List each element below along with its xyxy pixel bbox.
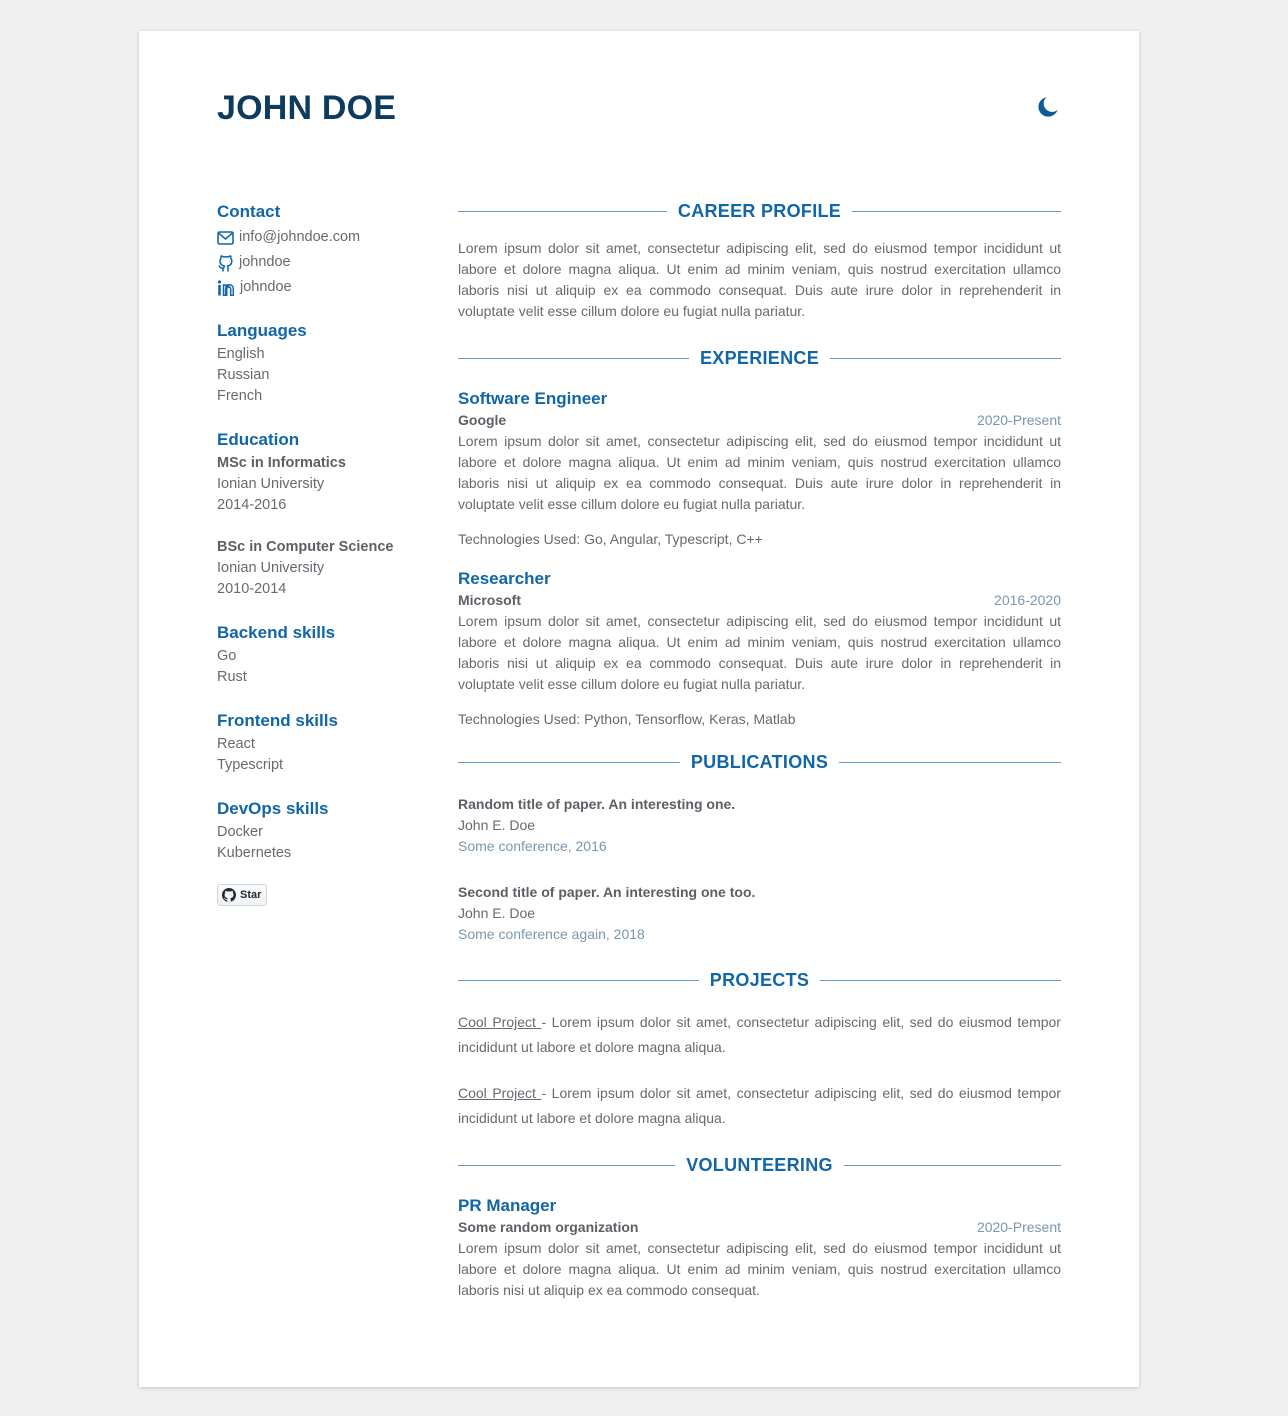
volunteer-description: Lorem ipsum dolor sit amet, consectetur adipiscing elit, sed do eiusmod tempor incididunt ut labore et dolore magna aliqua. Ut enim ad minim veniam, quis nostrud exercitation ullamco laboris nisi ut aliquip ex ea commodo consequat. (458, 1240, 1061, 1298)
job-title: Software Engineer (458, 389, 608, 408)
divider (830, 358, 1061, 359)
dates: 2020-Present (976, 412, 1061, 428)
career-profile-text: Lorem ipsum dolor sit amet, consectetur adipiscing elit, sed do eiusmod tempor incididunt ut labore et dolore magna aliqua. Ut enim ad minim veniam, quis nostrud exercitation ullamco laboris nisi ut aliquip ex ea commodo consequat. Duis aute irure dolor in reprehenderit in voluptate velit esse cillum dolore eu fugiat nulla pariatur. (458, 240, 1061, 319)
project-link[interactable]: Cool Project (458, 1014, 542, 1030)
organization: Some random organization (458, 1219, 639, 1235)
resume-page (139, 31, 1139, 1387)
education-title: Education (217, 430, 300, 449)
technologies: Technologies Used: Python, Tensorflow, Keras, Matlab (458, 711, 796, 727)
project-item (458, 1010, 1061, 1060)
projects-section (458, 968, 1061, 1131)
company: Microsoft (458, 592, 521, 608)
technologies: Technologies Used: Go, Angular, Typescript, C++ (458, 531, 763, 547)
moon-icon (1035, 94, 1061, 120)
years: 2014-2016 (217, 497, 287, 513)
volunteer-meta (458, 1217, 1061, 1238)
devops-skills-section (217, 798, 417, 864)
divider (844, 1165, 1061, 1166)
divider (458, 358, 689, 359)
section-header (458, 199, 1061, 223)
job-title: Researcher (458, 569, 551, 588)
volunteering-section (458, 1153, 1061, 1301)
github-text: johndoe (239, 254, 291, 270)
degree: BSc in Computer Science (217, 539, 394, 555)
volunteering-item (458, 1195, 1061, 1301)
divider (458, 762, 680, 763)
section-title: PROJECTS (709, 969, 810, 990)
volunteer-role: PR Manager (458, 1196, 557, 1215)
mail-icon (217, 231, 234, 245)
languages-section (217, 320, 417, 407)
theme-toggle-button[interactable] (1035, 94, 1061, 120)
contact-linkedin[interactable] (217, 275, 417, 300)
section-title: VOLUNTEERING (686, 1154, 833, 1175)
years: 2010-2014 (217, 581, 287, 597)
divider (820, 980, 1061, 981)
education-section (217, 429, 417, 600)
backend-skills-section (217, 622, 417, 688)
dates: 2020-Present (976, 1219, 1061, 1235)
resume-name: JOHN DOE (217, 89, 397, 127)
project-item (458, 1081, 1061, 1131)
skill-item: Docker (217, 824, 263, 840)
linkedin-icon (217, 280, 235, 296)
language-item: French (217, 388, 263, 404)
publication-authors: John E. Doe (458, 817, 536, 833)
dates: 2016-2020 (994, 592, 1061, 608)
publications-section (458, 750, 1061, 945)
experience-item (458, 388, 1061, 550)
education-item (217, 537, 417, 600)
linkedin-text: johndoe (240, 279, 292, 295)
publication-item (458, 794, 1061, 857)
school: Ionian University (217, 476, 325, 492)
section-title: EXPERIENCE (699, 347, 820, 368)
contact-email[interactable] (217, 225, 417, 250)
publication-venue: Some conference, 2016 (458, 838, 607, 854)
skill-item: React (217, 736, 255, 752)
section-header (458, 346, 1061, 370)
section-title: CAREER PROFILE (677, 200, 842, 221)
career-profile-section (458, 199, 1061, 322)
main-content (458, 199, 1061, 1315)
publication-title: Random title of paper. An interesting one. (458, 796, 736, 812)
company: Google (458, 412, 507, 428)
school: Ionian University (217, 560, 325, 576)
section-title: PUBLICATIONS (690, 751, 829, 772)
job-description: Lorem ipsum dolor sit amet, consectetur adipiscing elit, sed do eiusmod tempor incididunt ut labore et dolore magna aliqua. Ut enim ad minim veniam, quis nostrud exercitation ullamco laboris nisi ut aliquip ex ea commodo consequat. Duis aute irure dolor in reprehenderit in voluptate velit esse cillum dolore eu fugiat nulla pariatur. (458, 433, 1061, 512)
language-item: English (217, 346, 265, 362)
contact-title: Contact (217, 202, 281, 221)
divider (852, 211, 1061, 212)
contact-github[interactable] (217, 250, 417, 275)
skill-item: Typescript (217, 757, 284, 773)
degree: MSc in Informatics (217, 455, 346, 471)
sidebar (217, 201, 417, 907)
divider (458, 1165, 675, 1166)
skill-item: Rust (217, 669, 247, 685)
publication-venue: Some conference again, 2018 (458, 926, 645, 942)
experience-item (458, 568, 1061, 730)
contact-section (217, 201, 417, 300)
project-description: - Lorem ipsum dolor sit amet, consectetur adipiscing elit, sed do eiusmod tempor incididunt ut labore et dolore magna aliqua. (458, 1014, 1061, 1055)
backend-skills-title: Backend skills (217, 623, 336, 642)
project-description: - Lorem ipsum dolor sit amet, consectetur adipiscing elit, sed do eiusmod tempor incididunt ut labore et dolore magna aliqua. (458, 1085, 1061, 1126)
section-header (458, 968, 1061, 992)
languages-title: Languages (217, 321, 307, 340)
experience-section (458, 346, 1061, 730)
publication-title: Second title of paper. An interesting one too. (458, 884, 756, 900)
education-item (217, 453, 417, 516)
star-label: Star (240, 889, 262, 901)
section-header (458, 1153, 1061, 1177)
skill-item: Kubernetes (217, 845, 292, 861)
github-star-button[interactable] (217, 884, 267, 906)
divider (839, 762, 1061, 763)
publication-item (458, 882, 1061, 945)
divider (458, 211, 667, 212)
github-mark-icon (222, 888, 236, 902)
section-header (458, 750, 1061, 774)
job-description: Lorem ipsum dolor sit amet, consectetur adipiscing elit, sed do eiusmod tempor incididunt ut labore et dolore magna aliqua. Ut enim ad minim veniam, quis nostrud exercitation ullamco laboris nisi ut aliquip ex ea commodo consequat. Duis aute irure dolor in reprehenderit in voluptate velit esse cillum dolore eu fugiat nulla pariatur. (458, 613, 1061, 692)
divider (458, 980, 699, 981)
job-meta (458, 590, 1061, 611)
devops-skills-title: DevOps skills (217, 799, 329, 818)
skill-item: Go (217, 648, 237, 664)
job-meta (458, 410, 1061, 431)
language-item: Russian (217, 367, 270, 383)
publication-authors: John E. Doe (458, 905, 536, 921)
frontend-skills-title: Frontend skills (217, 711, 338, 730)
frontend-skills-section (217, 710, 417, 776)
github-icon (217, 254, 234, 272)
email-text: info@johndoe.com (239, 229, 361, 245)
project-link[interactable]: Cool Project (458, 1085, 542, 1101)
